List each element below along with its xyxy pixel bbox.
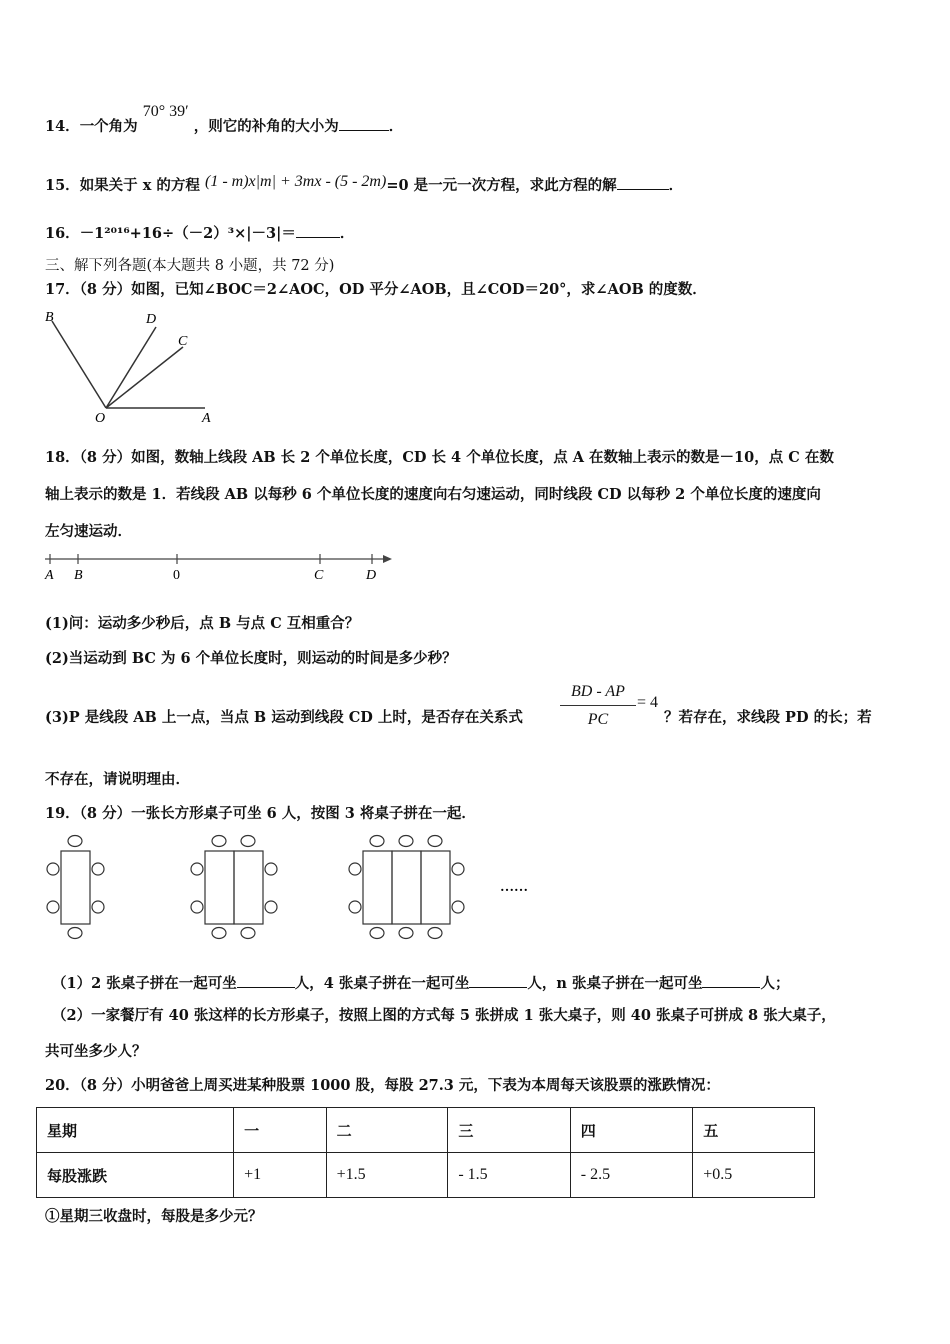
chair [241,928,255,939]
chair [92,901,104,913]
question-18-part-1: (1)问：运动多少秒后，点 B 与点 C 互相重合？ [45,615,360,632]
chair [399,928,413,939]
ray-ob [52,321,106,408]
chair [212,836,226,847]
chair [191,863,203,875]
chair [68,836,82,847]
table-cell: +1 [234,1153,327,1198]
question-20-part-1: ①星期三收盘时，每股是多少元？ [45,1208,263,1225]
fraction [560,682,636,731]
table-group-1 [47,836,104,939]
ray-od [106,327,156,408]
axis-arrow [383,555,392,563]
desk [234,851,263,924]
chair [452,901,464,913]
table-cell: +0.5 [693,1153,815,1198]
question-14: 14．一个角为 70° 39′ ，则它的补角的大小为 ． [45,103,404,135]
chair [349,901,361,913]
question-18-part-3: (3)P 是线段 AB 上一点，当点 B 运动到线段 CD 上时，是否存在关系式 [45,709,523,726]
label-b: B [45,310,54,325]
table-cell: - 1.5 [448,1153,570,1198]
number-line [40,548,400,584]
fraction-numerator: BD - AP [571,683,625,700]
answer-blank [296,223,340,238]
label-o: O [95,411,106,426]
question-19-part-2-line-2: 共可坐多少人？ [45,1043,147,1060]
angle-figure [40,305,220,430]
table-cell: - 2.5 [570,1153,692,1198]
chair [452,863,464,875]
question-18-part-3-line-2: 不存在，请说明理由． [45,771,190,788]
section-heading: 三、解下列各题(本大题共 8 小题，共 72 分) [45,258,335,274]
label-c: C [178,334,188,349]
table-row-label: 每股涨跌 [37,1153,234,1198]
axis-label-d: D [366,568,377,583]
chair [241,836,255,847]
axis-label-a: A [45,568,54,583]
table-header-cell: 一 [234,1108,327,1153]
answer-blank [469,973,527,988]
chair [47,901,59,913]
table-cell: +1.5 [326,1153,448,1198]
answer-blank [702,973,760,988]
ellipsis: …… [500,880,528,895]
table-header-cell: 二 [326,1108,448,1153]
table-header-cell: 五 [693,1108,815,1153]
chair [265,863,277,875]
stock-table [36,1107,815,1198]
question-18-part-2: (2)当运动到 BC 为 6 个单位长度时，则运动的时间是多少秒？ [45,650,457,667]
chair [92,863,104,875]
table-header-row [37,1108,815,1153]
label-d: D [146,312,157,327]
chair [265,901,277,913]
question-number: 14． [45,118,80,135]
chair [370,928,384,939]
fraction-equals: = 4 [637,694,659,711]
label-a: A [202,411,211,426]
ray-oc [106,347,183,408]
desk [392,851,421,924]
table-group-2 [191,836,277,939]
chair [399,836,413,847]
question-18-line-3: 左匀速运动． [45,523,132,540]
table-group-3 [349,836,464,939]
chair [47,863,59,875]
question-19-part-2-line-1: （2）一家餐厅有 40 张这样的长方形桌子，按照上图的方式每 5 张拼成 1 张大桌子，则 40 张桌子可拼成 8 张大桌子， [52,1007,836,1024]
desk [205,851,234,924]
fraction-denominator: PC [587,711,609,728]
desk [61,851,90,924]
question-18-line-2: 轴上表示的数是 1．若线段 AB 以每秒 6 个单位长度的速度向右匀速运动，同时线段 CD 以每秒 2 个单位长度的速度向 [45,486,821,503]
fraction-bar [560,705,636,706]
answer-blank [237,973,295,988]
question-20: 20．（8 分）小明爸爸上周买进某种股票 1000 股，每股 27.3 元，下表为本周每天该股票的涨跌情况： [45,1077,720,1094]
table-header-cell: 四 [570,1108,692,1153]
question-15: 15．如果关于 x 的方程 (1 - m)x|m| + 3mx - (5 - 2m)=0 是一元一次方程，求此方程的解 ． [45,173,684,194]
question-18-line-1: 18．（8 分）如图，数轴上线段 AB 长 2 个单位长度，CD 长 4 个单位长度，点 A 在数轴上表示的数是－10，点 C 在数 [45,449,834,466]
chair [212,928,226,939]
desk [363,851,392,924]
question-19: 19．（8 分）一张长方形桌子可坐 6 人，按图 3 将桌子拼在一起． [45,805,476,822]
chair [428,928,442,939]
angle-expression: 70° 39′ [142,103,189,120]
question-16: 16．－1²⁰¹⁶+16÷（－2）³×|－3|＝ ． [45,225,355,242]
question-17: 17．（8 分）如图，已知∠BOC＝2∠AOC，OD 平分∠AOB，且∠COD＝20°，求∠AOB 的度数． [45,281,707,298]
chair [370,836,384,847]
table-header-cell: 星期 [37,1108,234,1153]
question-19-part-1: （1）2 张桌子拼在一起可坐 人，4 张桌子拼在一起可坐 人，n 张桌子拼在一起可坐 人； [52,975,790,992]
equation-expression: (1 - m)x|m| + 3mx - (5 - 2m) [205,173,387,190]
axis-label-zero: 0 [173,568,180,583]
axis-label-c: C [314,568,324,583]
desk [421,851,450,924]
chair [68,928,82,939]
axis-label-b: B [74,568,83,583]
table-row [37,1153,815,1198]
answer-blank [617,175,669,190]
chair [191,901,203,913]
chair [428,836,442,847]
table-header-cell: 三 [448,1108,570,1153]
chair [349,863,361,875]
question-18-part-3-tail: ？若存在，求线段 PD 的长；若 [664,709,872,726]
tables-figure [40,830,560,945]
answer-blank [339,116,389,131]
